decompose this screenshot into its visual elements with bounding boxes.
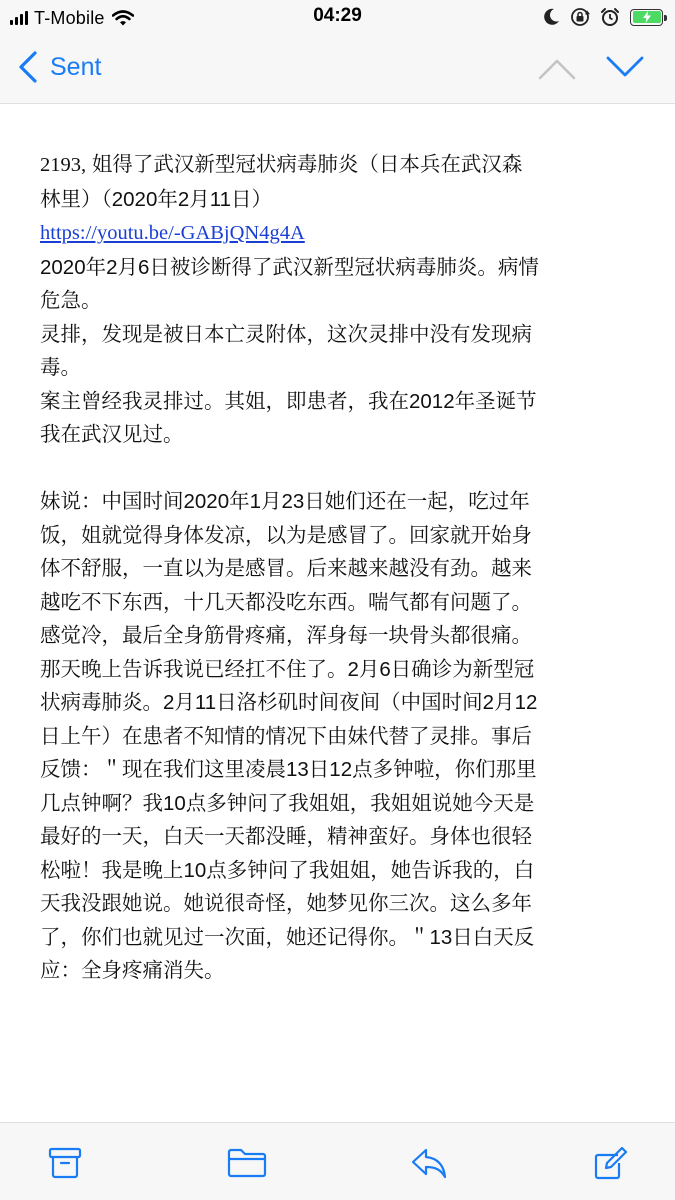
paragraph-gap <box>40 452 640 486</box>
moon-icon <box>544 8 560 26</box>
archive-icon <box>48 1147 82 1179</box>
previous-message-button[interactable] <box>538 58 576 85</box>
paragraph-line: 灵排，发现是被日本亡灵附体，这次灵排中没有发现病 <box>40 322 532 346</box>
message-body <box>40 148 640 988</box>
reply-icon <box>410 1147 448 1179</box>
paragraph-line: 体不舒服，一直以为是感冒。后来越来越没有劲。越来 <box>40 557 532 580</box>
status-right <box>544 7 663 27</box>
battery-charging-icon <box>630 9 663 26</box>
paragraph-line: 几点钟啊？我10点多钟问了我姐姐，我姐姐说她今天是 <box>40 791 535 815</box>
paragraph-line: 日上午）在患者不知情的情况下由妹代替了灵排。事后 <box>40 724 532 748</box>
chevron-left-icon <box>18 50 38 84</box>
nav-bar <box>0 36 675 104</box>
paragraph-line: 了，你们也就见过一次面，她还记得你。＂13日白天反 <box>40 925 535 949</box>
paragraph-line: 案主曾经我灵排过。其姐，即患者，我在2012年圣诞节 <box>40 389 537 413</box>
bottom-toolbar <box>0 1122 675 1200</box>
status-time: 04:29 <box>313 5 362 26</box>
title-text-1: 姐得了武汉新型冠状病毒肺炎（日本兵在武汉森 <box>91 153 523 176</box>
chevron-up-icon <box>538 58 576 80</box>
paragraph-line: 越吃不下东西，十几天都没吃东西。喘气都有问题了。 <box>40 590 532 614</box>
message-title-line <box>40 148 640 183</box>
rotation-lock-icon <box>570 7 590 27</box>
paragraph-line: 我在武汉见过。 <box>40 423 184 446</box>
paragraph-line: 2020年2月6日被诊断得了武汉新型冠状病毒肺炎。病情 <box>40 255 539 279</box>
paragraph-line: 那天晚上告诉我说已经扛不住了。2月6日确诊为新型冠 <box>40 657 535 681</box>
paragraph-line: 感觉冷，最后全身筋骨疼痛，浑身每一块骨头都很痛。 <box>40 624 532 647</box>
move-to-folder-button[interactable] <box>227 1147 267 1184</box>
archive-button[interactable] <box>48 1147 82 1184</box>
compose-button[interactable] <box>592 1147 628 1186</box>
paragraph-line: 最好的一天，白天一天都没睡，精神蛮好。身体也很轻 <box>40 825 532 848</box>
paragraph-line: 反馈：＂现在我们这里凌晨13日12点多钟啦，你们那里 <box>40 758 537 781</box>
paragraph-line: 饭，姐就觉得身体发凉，以为是感冒了。回家就开始身 <box>40 523 532 547</box>
alarm-icon <box>600 7 620 27</box>
paragraph-line: 妹说：中国时间2020年1月23日她们还在一起，吃过年 <box>40 490 530 513</box>
paragraph-line: 天我没跟她说。她说很奇怪，她梦见你三次。这么多年 <box>40 892 532 915</box>
paragraph-line: 应：全身疼痛消失。 <box>40 959 225 982</box>
paragraph-line: 松啦！我是晚上10点多钟问了我姐姐，她告诉我的，白 <box>40 858 535 882</box>
paragraph-line: 状病毒肺炎。2月11日洛杉矶时间夜间（中国时间2月12 <box>40 691 538 714</box>
status-bar <box>0 0 675 36</box>
youtube-link[interactable]: https://youtu.be/-GABjQN4g4A <box>40 222 305 244</box>
folder-icon <box>227 1147 267 1179</box>
back-label: Sent <box>50 52 102 81</box>
reply-button[interactable] <box>410 1147 448 1184</box>
title-number: 2193, <box>40 154 87 176</box>
paragraph-line: 危急。 <box>40 289 102 312</box>
message-title-line-2: 林里）（2020年2月11日） <box>40 187 273 211</box>
next-message-button[interactable] <box>606 56 644 83</box>
chevron-down-icon <box>606 56 644 78</box>
compose-icon <box>592 1147 628 1181</box>
paragraph-line: 毒。 <box>40 356 81 379</box>
carrier-label: T-Mobile <box>34 7 105 28</box>
back-button[interactable] <box>18 50 101 84</box>
